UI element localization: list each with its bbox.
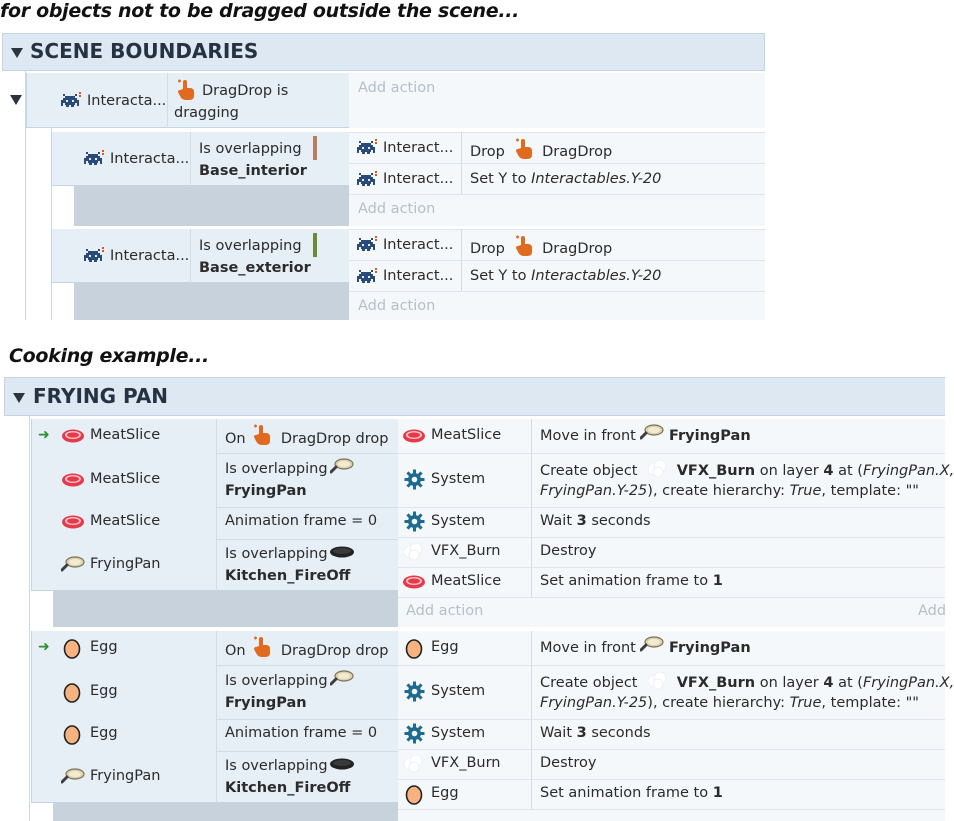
condition-object: Interacta... (87, 93, 167, 109)
white-puff-icon (402, 541, 424, 561)
white-puff-icon (646, 670, 668, 690)
gear-icon (404, 511, 425, 532)
condition-object: Interacta... (110, 248, 190, 264)
frying-pan-icon (61, 556, 85, 572)
frying-pan-icon (330, 670, 354, 686)
condition-empty-area[interactable] (74, 186, 349, 226)
action-text: Destroy (540, 755, 597, 771)
action-object: MeatSlice (431, 427, 502, 443)
action-object: Egg (431, 639, 459, 655)
space-invader-icon (356, 139, 378, 155)
action-text: Move in front FryingPan (540, 640, 751, 656)
action-object: VFX_Burn (431, 543, 501, 559)
black-burner-icon (329, 545, 355, 559)
add-action-link[interactable]: Add action (358, 298, 436, 314)
condition-target: Kitchen_FireOff (225, 780, 351, 796)
egg-icon (63, 637, 81, 659)
black-burner-icon (329, 757, 355, 771)
add-action-link-right[interactable]: Add (918, 603, 947, 619)
group-header-frying-pan[interactable] (4, 377, 945, 416)
meat-slice-icon (61, 428, 85, 443)
gear-icon (404, 723, 425, 744)
condition-object: Interacta... (110, 151, 190, 167)
condition-text: Animation frame = 0 (225, 725, 378, 741)
action-text: Set animation frame to 1 (540, 785, 723, 801)
action-text: Set animation frame to 1 (540, 573, 723, 589)
action-text: Set Y to Interactables.Y-20 (470, 171, 662, 187)
add-action-link[interactable]: Add action (358, 80, 436, 96)
bar-sprite-icon (313, 233, 317, 257)
gear-icon (404, 469, 425, 490)
condition-object: FryingPan (90, 768, 161, 784)
egg-icon (405, 783, 423, 805)
group-title: SCENE BOUNDARIES (30, 39, 259, 63)
space-invader-icon (83, 247, 105, 263)
action-text: Create object VFX_Burn on layer 4 at (FryingPan.X, (540, 673, 954, 693)
condition-target: Kitchen_FireOff (225, 568, 351, 584)
drag-hand-icon (252, 636, 274, 658)
white-puff-icon (646, 458, 668, 478)
condition-text: Animation frame = 0 (225, 513, 378, 529)
drag-hand-icon (176, 79, 198, 101)
action-object: System (431, 725, 486, 741)
condition-target: FryingPan (225, 695, 307, 711)
action-text: Wait 3 seconds (540, 513, 651, 529)
group-header-scene-boundaries[interactable] (2, 33, 765, 71)
meat-slice-icon (61, 472, 85, 487)
condition-object: Egg (90, 683, 118, 699)
action-text: Create object VFX_Burn on layer 4 at (FryingPan.X, (540, 461, 954, 481)
condition-object: FryingPan (90, 556, 161, 572)
action-text: Drop DragDrop (470, 141, 612, 163)
condition-empty-area[interactable] (53, 803, 398, 821)
condition-text: Is overlapping (225, 758, 328, 774)
collapse-triangle-icon[interactable] (13, 393, 25, 403)
action-text: Set Y to Interactables.Y-20 (470, 268, 662, 284)
condition-object: MeatSlice (90, 513, 161, 529)
space-invader-icon (83, 150, 105, 166)
condition-text: Is overlapping (199, 238, 302, 254)
action-object: Interact... (383, 237, 454, 253)
meat-slice-icon (402, 574, 426, 589)
add-action-link[interactable]: Add action (358, 201, 436, 217)
bar-sprite-icon (313, 136, 317, 160)
space-invader-icon (60, 92, 82, 108)
caption-cooking: Cooking example... (9, 345, 209, 367)
meat-slice-icon (61, 514, 85, 529)
caption-top: for objects not to be dragged outside the scene... (0, 0, 520, 22)
action-object: MeatSlice (431, 573, 502, 589)
action-text: Drop DragDrop (470, 238, 612, 260)
space-invader-icon (356, 236, 378, 252)
collapse-triangle-icon[interactable] (11, 48, 23, 58)
drag-hand-icon (252, 424, 274, 446)
condition-text: Is overlapping (225, 461, 328, 477)
trigger-arrow-icon: ➜ (38, 639, 50, 655)
action-text: Wait 3 seconds (540, 725, 651, 741)
condition-target: FryingPan (225, 483, 307, 499)
action-object: VFX_Burn (431, 755, 501, 771)
condition-empty-area[interactable] (74, 283, 349, 320)
expand-triangle-icon[interactable] (10, 95, 22, 105)
condition-target: Base_interior (199, 163, 307, 179)
action-text-continued: FryingPan.Y-25), create hierarchy: True, template: "" (540, 483, 919, 499)
action-object: Interact... (383, 140, 454, 156)
drag-hand-icon (514, 138, 536, 160)
frying-pan-icon (330, 458, 354, 474)
action-object: Interact... (383, 171, 454, 187)
gear-icon (404, 681, 425, 702)
condition-text: Is overlapping (199, 141, 302, 157)
condition-text: Is overlapping (225, 673, 328, 689)
space-invader-icon (356, 268, 378, 284)
condition-text: Is overlapping (225, 546, 328, 562)
action-object: Interact... (383, 268, 454, 284)
condition-text: On DragDrop drop (225, 428, 388, 450)
condition-object: Egg (90, 725, 118, 741)
frying-pan-icon (640, 424, 664, 440)
condition-text: On DragDrop drop (225, 640, 388, 662)
drag-hand-icon (514, 235, 536, 257)
action-object: System (431, 471, 486, 487)
condition-target: Base_exterior (199, 260, 311, 276)
action-text-continued: FryingPan.Y-25), create hierarchy: True, template: "" (540, 695, 919, 711)
egg-icon (63, 723, 81, 745)
action-object: System (431, 683, 486, 699)
condition-empty-area[interactable] (53, 591, 398, 627)
action-text: Move in front FryingPan (540, 428, 751, 444)
frying-pan-icon (61, 768, 85, 784)
egg-icon (405, 637, 423, 659)
action-text: Destroy (540, 543, 597, 559)
condition-object: MeatSlice (90, 427, 161, 443)
condition-text-2: dragging (174, 105, 239, 121)
add-action-link[interactable]: Add action (406, 603, 484, 619)
group-title: FRYING PAN (33, 384, 169, 408)
condition-object: MeatSlice (90, 471, 161, 487)
frying-pan-icon (640, 636, 664, 652)
condition-text: DragDrop is (202, 83, 289, 99)
meat-slice-icon (402, 428, 426, 443)
action-object: Egg (431, 785, 459, 801)
trigger-arrow-icon: ➜ (38, 427, 50, 443)
space-invader-icon (356, 171, 378, 187)
white-puff-icon (402, 753, 424, 773)
condition-object: Egg (90, 639, 118, 655)
action-object: System (431, 513, 486, 529)
egg-icon (63, 681, 81, 703)
